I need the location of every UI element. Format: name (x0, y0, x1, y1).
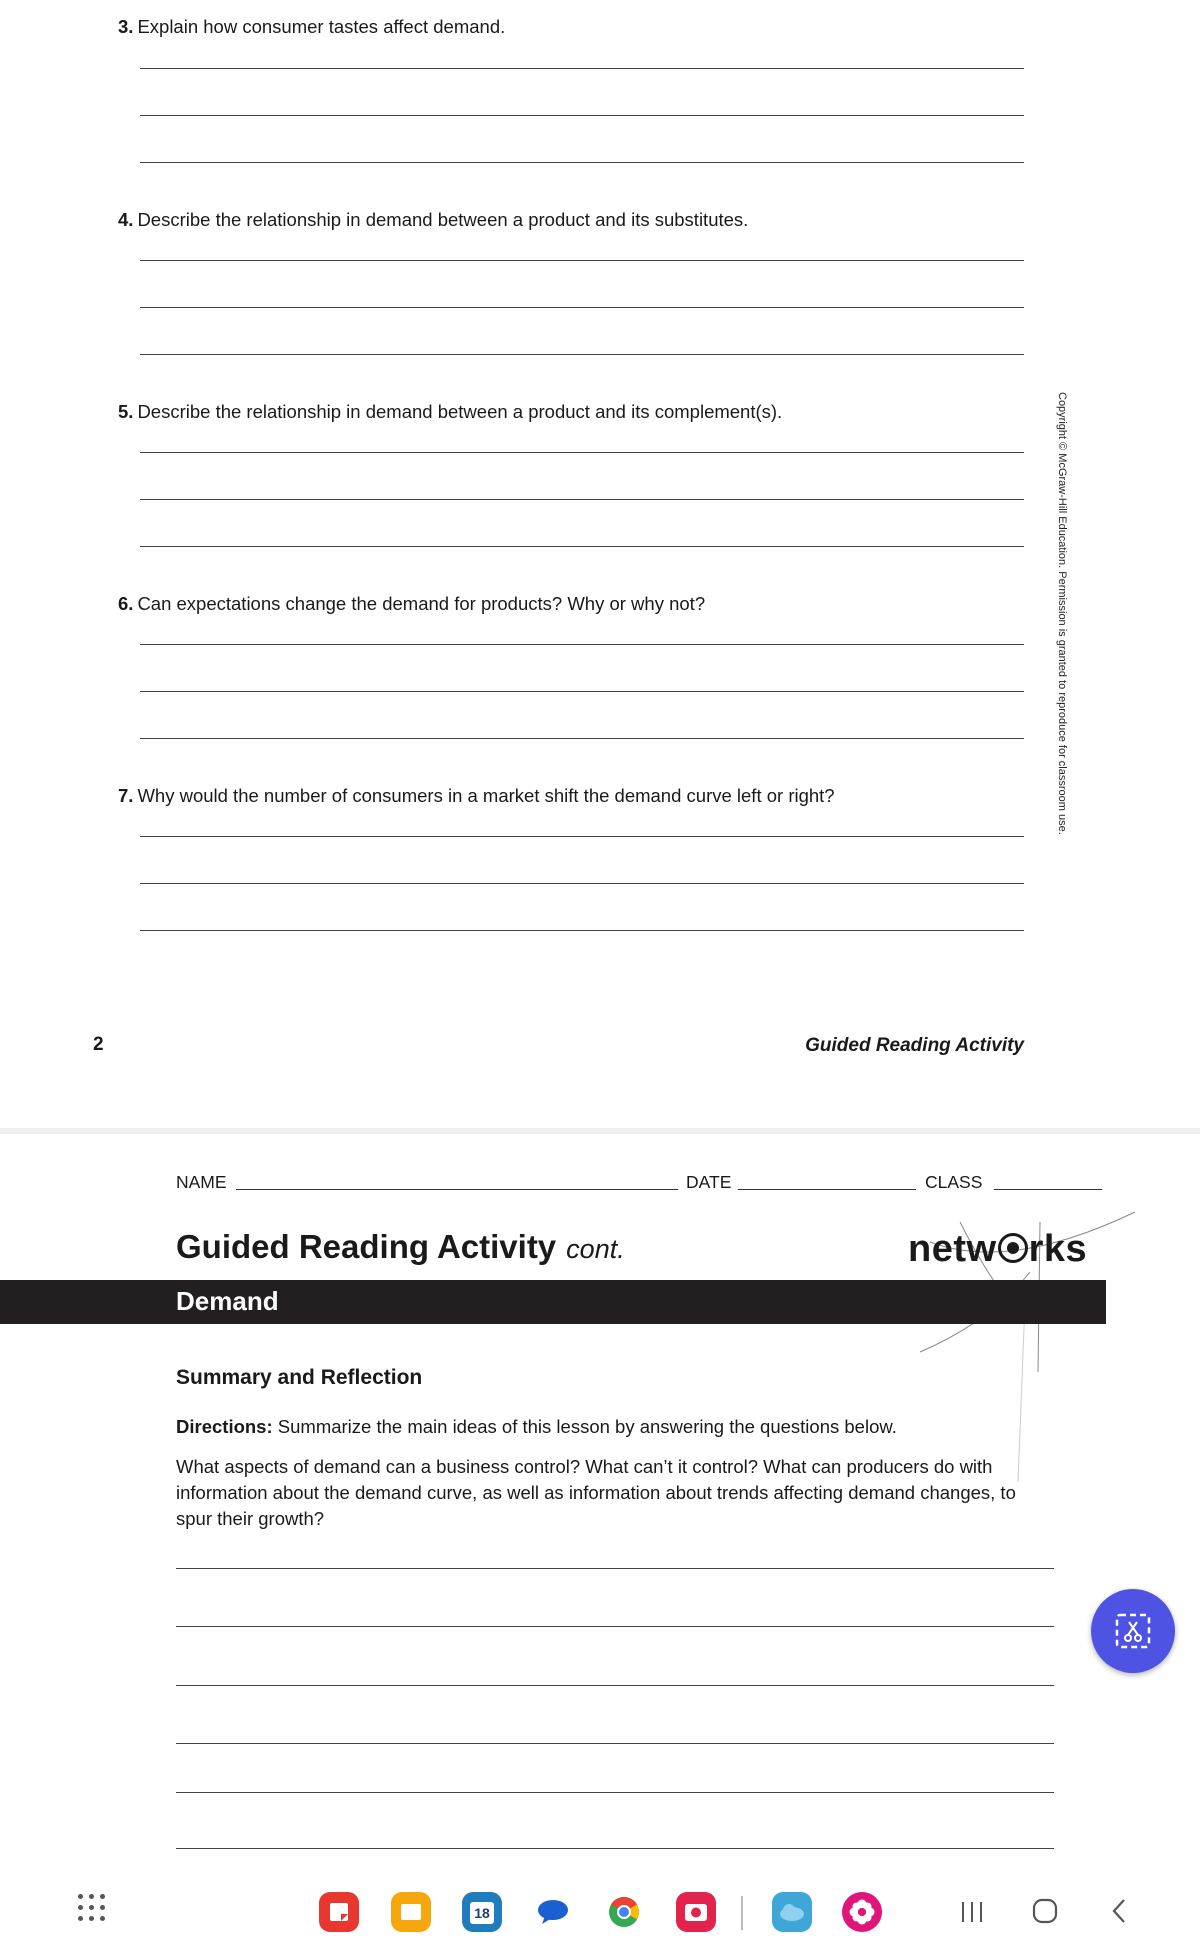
recent-apps-icon[interactable] (958, 1898, 986, 1926)
calendar-app-icon[interactable] (462, 1892, 502, 1932)
answer-line (140, 644, 1024, 645)
class-label: CLASS (925, 1172, 983, 1192)
reflection-prompt: What aspects of demand can a business control? What can’t it control? What can producers do with information about the demand curve, as well as information about trends affecting demand changes, to spur their growth? (176, 1456, 1016, 1529)
camera-app-icon[interactable] (676, 1892, 716, 1932)
answer-line (140, 452, 1024, 453)
date-label: DATE (686, 1172, 732, 1192)
answer-line (140, 836, 1024, 837)
question-3: 3. Explain how consumer tastes affect demand. (118, 16, 506, 37)
answer-line (176, 1685, 1054, 1686)
networks-logo: netw rks (908, 1228, 1088, 1270)
answer-line (176, 1848, 1054, 1849)
copyright-notice: Copyright © McGraw-Hill Education. Permission is granted to reproduce for classroom use. (1056, 392, 1068, 835)
answer-line (140, 162, 1024, 163)
smart-select-button[interactable] (1091, 1589, 1175, 1673)
name-field-line[interactable] (236, 1189, 678, 1190)
answer-line (140, 546, 1024, 547)
date-field-line[interactable] (738, 1189, 916, 1190)
chrome-app-icon[interactable] (604, 1892, 644, 1932)
answer-line (176, 1568, 1054, 1569)
logo-o-ring-icon (998, 1233, 1028, 1263)
footer-title: Guided Reading Activity (805, 1035, 1024, 1056)
answer-line (140, 691, 1024, 692)
class-field-line[interactable] (994, 1189, 1102, 1190)
scissors-select-icon (1113, 1611, 1153, 1651)
page-title: Guided Reading Activity cont. (176, 1228, 625, 1265)
answer-line (176, 1626, 1054, 1627)
question-4: 4. Describe the relationship in demand between a product and its substitutes. (118, 209, 749, 230)
files-app-icon[interactable] (391, 1892, 431, 1932)
answer-line (140, 883, 1024, 884)
page-number: 2 (93, 1034, 104, 1055)
answer-line (140, 307, 1024, 308)
home-icon[interactable] (1030, 1896, 1060, 1926)
answer-line (140, 115, 1024, 116)
flower-app-icon[interactable] (842, 1892, 882, 1932)
notes-app-icon[interactable] (319, 1892, 359, 1932)
messages-app-icon[interactable] (533, 1892, 573, 1932)
question-7: 7. Why would the number of consumers in a market shift the demand curve left or right? (118, 785, 835, 806)
back-icon[interactable] (1105, 1896, 1135, 1926)
answer-line (140, 499, 1024, 500)
summary-heading: Summary and Reflection (176, 1366, 423, 1389)
answer-line (140, 68, 1024, 69)
worksheet-page-3 (0, 1134, 1200, 1874)
calendar-day: 18 (474, 1905, 490, 1921)
section-band (0, 1280, 1106, 1324)
answer-line (176, 1792, 1054, 1793)
answer-line (140, 354, 1024, 355)
taskbar-divider (741, 1896, 743, 1930)
cloud-app-icon[interactable] (772, 1892, 812, 1932)
answer-line (140, 738, 1024, 739)
answer-line (140, 260, 1024, 261)
question-6: 6. Can expectations change the demand for products? Why or why not? (118, 593, 706, 614)
taskbar (0, 1874, 1200, 1941)
name-label: NAME (176, 1172, 227, 1192)
app-drawer-icon[interactable] (78, 1894, 106, 1922)
answer-line (176, 1743, 1054, 1744)
directions: Directions: Summarize the main ideas of this lesson by answering the questions below. (176, 1416, 897, 1437)
section-title: Demand (176, 1286, 279, 1316)
question-5: 5. Describe the relationship in demand between a product and its complement(s). (118, 401, 783, 422)
answer-line (140, 930, 1024, 931)
